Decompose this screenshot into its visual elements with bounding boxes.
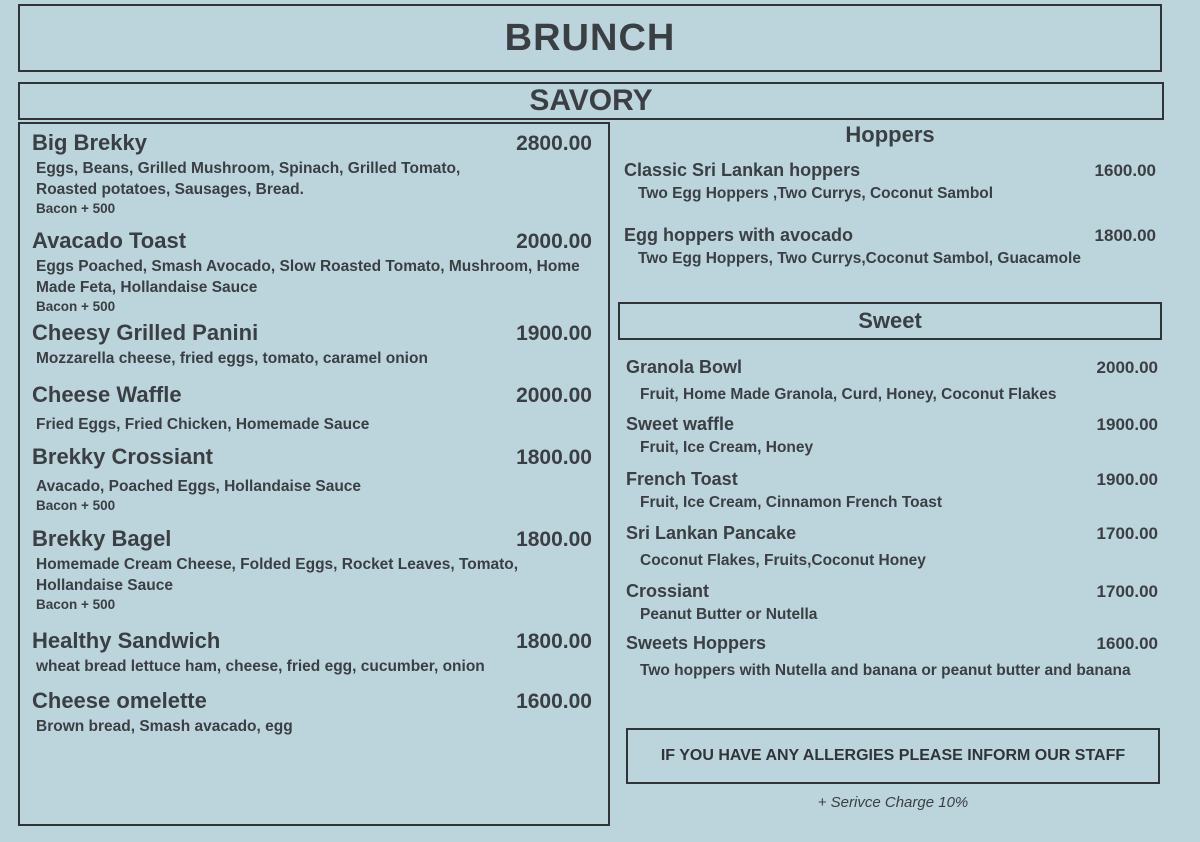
item-description: Fruit, Ice Cream, Honey (640, 439, 814, 456)
item-description: Fried Eggs, Fried Chicken, Homemade Sauce (36, 416, 370, 433)
item-description: Peanut Butter or Nutella (640, 606, 818, 623)
item-description: Mozzarella cheese, fried eggs, tomato, caramel onion (36, 350, 428, 367)
item-extra: Bacon + 500 (36, 498, 116, 513)
menu-item (626, 469, 1158, 513)
item-extra: Bacon + 500 (36, 201, 116, 216)
item-description: Two hoppers with Nutella and banana or peanut butter and banana (640, 662, 1131, 679)
sweet-header-box (618, 302, 1162, 340)
item-price: 1700.00 (1096, 524, 1158, 543)
item-price: 1800.00 (516, 528, 592, 551)
item-description: Fruit, Home Made Granola, Curd, Honey, Coconut Flakes (640, 386, 1057, 403)
item-description: Eggs, Beans, Grilled Mushroom, Spinach, Grilled Tomato, Roasted potatoes, Sausages, Bread. (36, 160, 461, 198)
item-name: Sweets Hoppers (626, 633, 767, 653)
sweet-title: Sweet (858, 308, 922, 333)
item-name: Crossiant (626, 581, 710, 601)
item-price: 1800.00 (516, 446, 592, 469)
item-price: 1900.00 (516, 322, 592, 345)
item-extra: Bacon + 500 (36, 299, 116, 314)
menu-item (626, 523, 1158, 571)
item-name: Sri Lankan Pancake (626, 523, 797, 543)
item-name: Cheesy Grilled Panini (32, 320, 259, 345)
item-name: French Toast (626, 469, 738, 489)
menu-item (32, 526, 592, 614)
item-price: 1700.00 (1096, 582, 1158, 601)
item-price: 1800.00 (1094, 226, 1156, 245)
item-price: 2000.00 (516, 384, 592, 407)
item-price: 2800.00 (516, 132, 592, 155)
item-price: 1800.00 (516, 630, 592, 653)
item-description: Coconut Flakes, Fruits,Coconut Honey (640, 552, 926, 569)
item-description: wheat bread lettuce ham, cheese, fried egg, cucumber, onion (36, 658, 485, 675)
savory-header-box (18, 82, 1164, 120)
menu-item (32, 228, 592, 316)
item-price: 1600.00 (516, 690, 592, 713)
item-description: Homemade Cream Cheese, Folded Eggs, Rocket Leaves, Tomato, Hollandaise Sauce (36, 556, 519, 594)
menu-item (32, 382, 592, 435)
item-description: Two Egg Hoppers ,Two Currys, Coconut Sambol (638, 185, 994, 202)
item-price: 2000.00 (1096, 358, 1158, 377)
menu-item (32, 444, 592, 515)
menu-title-box (18, 4, 1162, 72)
menu-item (626, 581, 1158, 625)
item-description: Eggs Poached, Smash Avocado, Slow Roasted Tomato, Mushroom, Home Made Feta, Hollandaise Sauce (36, 258, 580, 296)
item-name: Cheese omelette (32, 688, 207, 713)
savory-column (18, 122, 610, 826)
item-description: Brown bread, Smash avacado, egg (36, 718, 293, 735)
item-price: 1600.00 (1094, 161, 1156, 180)
item-name: Brekky Crossiant (32, 444, 213, 469)
item-extra: Bacon + 500 (36, 597, 116, 612)
service-charge-note: + Serivce Charge 10% (817, 794, 969, 811)
item-name: Cheese Waffle (32, 382, 182, 407)
item-name: Sweet waffle (626, 414, 735, 434)
item-price: 2000.00 (516, 230, 592, 253)
item-name: Brekky Bagel (32, 526, 172, 551)
item-description: Avacado, Poached Eggs, Hollandaise Sauce (36, 478, 362, 495)
savory-title: SAVORY (529, 84, 653, 117)
menu-item (624, 225, 1156, 269)
menu-item (32, 688, 592, 737)
item-name: Classic Sri Lankan hoppers (624, 160, 861, 180)
item-name: Healthy Sandwich (32, 628, 221, 653)
menu-item (32, 628, 592, 677)
allergy-notice-box (626, 728, 1160, 784)
item-price: 1900.00 (1096, 415, 1158, 434)
menu-item (626, 357, 1158, 405)
menu-item (32, 130, 592, 218)
menu-item (626, 633, 1158, 681)
menu-title: BRUNCH (504, 16, 676, 59)
item-name: Big Brekky (32, 130, 147, 155)
item-price: 1900.00 (1096, 470, 1158, 489)
item-name: Egg hoppers with avocado (624, 225, 854, 245)
item-name: Granola Bowl (626, 357, 743, 377)
item-description: Fruit, Ice Cream, Cinnamon French Toast (640, 494, 943, 511)
item-price: 1600.00 (1096, 634, 1158, 653)
allergy-notice: IF YOU HAVE ANY ALLERGIES PLEASE INFORM OUR STAFF (660, 747, 1126, 764)
hoppers-title: Hoppers (845, 122, 935, 147)
item-name: Avacado Toast (32, 228, 187, 253)
menu-item (626, 414, 1158, 458)
item-description: Two Egg Hoppers, Two Currys,Coconut Sambol, Guacamole (638, 250, 1081, 267)
menu-item (624, 160, 1156, 204)
menu-item (32, 320, 592, 369)
